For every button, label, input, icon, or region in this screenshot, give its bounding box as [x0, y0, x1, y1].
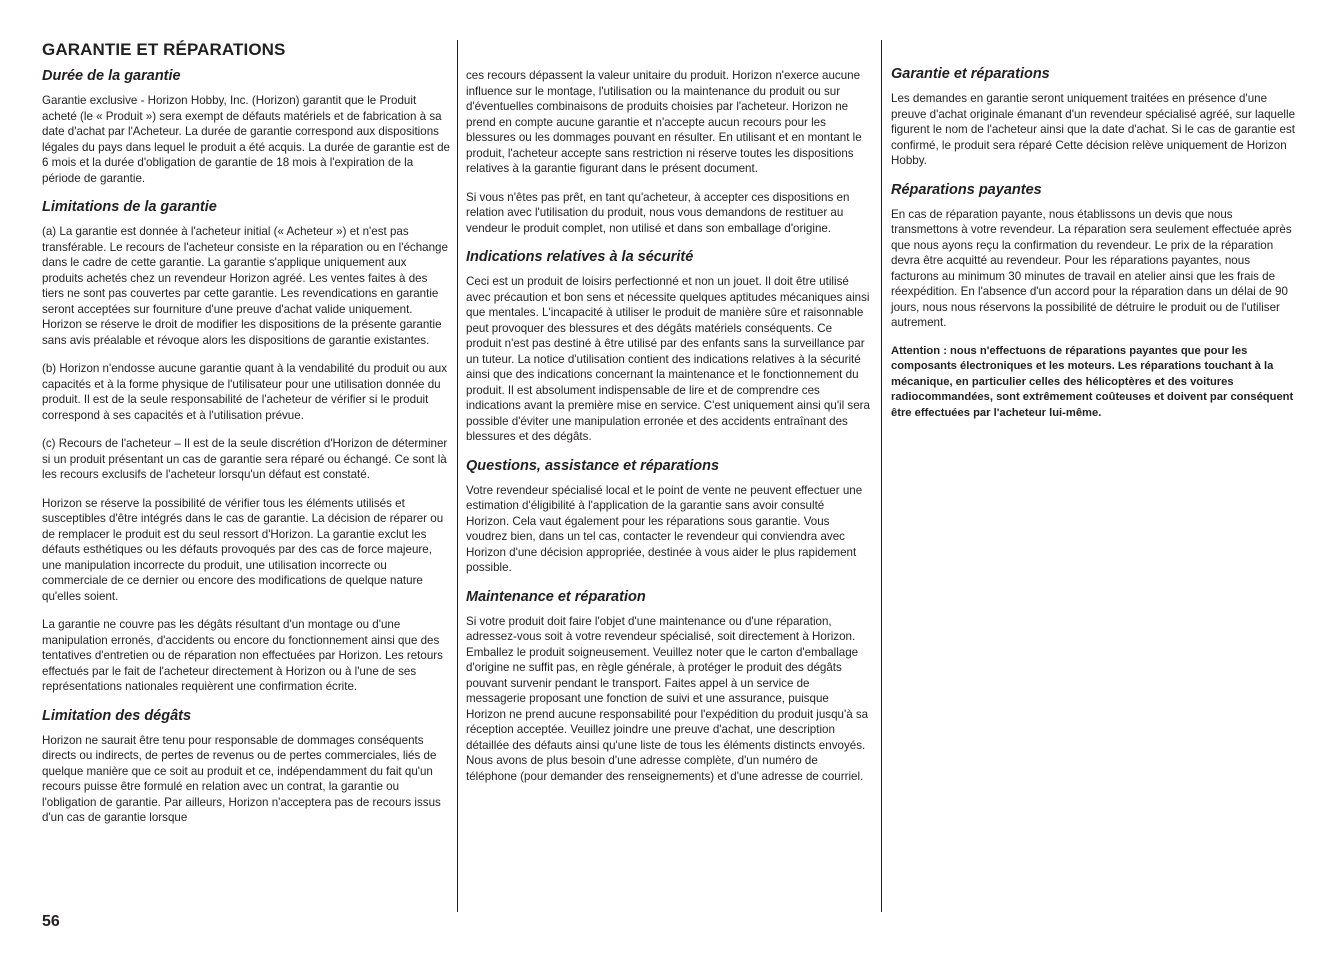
page-number: 56	[42, 913, 60, 930]
paragraph-garantie-reparations: Les demandes en garantie seront uniquement traitées en présence d'une preuve d'achat originale émanant d'un revendeur spécialisé agréé, sur laquelle figurent le nom de l'acheteur ainsi que la date d'achat. Si le cas de garantie est confirmé, le produit sera réparé Cette décision relève uniquement de Horizon Hobby.	[891, 92, 1296, 167]
column-divider-1	[457, 40, 458, 912]
paragraph-continuation-2: Si vous n'êtes pas prêt, en tant qu'acheteur, à accepter ces dispositions en relation avec l'utilisation du produit, nous vous demandons de restituer au vendeur le produit complet, non utilisé et dans son emballage d'origine.	[466, 190, 850, 235]
paragraph-maintenance: Si votre produit doit faire l'objet d'une maintenance ou d'une réparation, adressez-vous soit à votre revendeur spécialisé, soit directement à Horizon. Emballez le produit soigneusement. Veuillez noter que le carton d'emballage d'origine ne suffit pas, en règle générale, à protéger le produit des dégâts pouvant survenir pendant le transport. Faites appel à un service de messagerie proposant une fonction de suivi et une assurance, puisque Horizon ne prend aucune responsabilité pour l'expédition du produit jusqu'à sa réception acceptée. Veuillez joindre une preuve d'achat, une description détaillée des défauts ainsi qu'une liste de tous les éléments distincts envoyés. Nous avons de plus besoin d'une adresse complète, d'un numéro de téléphone (pour demander des renseignements) et d'une adresse de courriel.	[466, 614, 869, 783]
column-divider-2	[881, 40, 882, 912]
column-1	[42, 40, 450, 839]
paragraph-reparations-payantes: En cas de réparation payante, nous établissons un devis que nous transmettons à votre revendeur. La réparation sera seulement effectuée après que nous ayons reçu la confirmation du revendeur. Le prix de la réparation devra être acquitté au revendeur. Pour les réparations payantes, nous facturons au minimum 30 minutes de travail en atelier ainsi que les frais de réexpédition. En l'absence d'un accord pour la réparation dans un délai de 90 jours, nous nous réservons la possibilité de détruire le produit ou de l'utiliser autrement.	[891, 207, 1292, 329]
heading-reparations-payantes: Réparations payantes	[891, 181, 1042, 198]
heading-questions: Questions, assistance et réparations	[466, 457, 720, 474]
heading-limitations-garantie: Limitations de la garantie	[42, 199, 217, 215]
column-3	[891, 40, 1297, 434]
paragraph-duree-garantie: Garantie exclusive - Horizon Hobby, Inc. (Horizon) garantit que le Produit acheté (le « Produit ») sera exempt de défauts matériels et de fabrication à sa date d'achat par l'Acheteur. La durée de garantie correspond aux dispositions légales du pays dans lequel le produit a été acquis. La durée de garantie est de 6 mois et la durée d'obligation de garantie de 18 mois à l'expiration de la période de garantie.	[42, 94, 451, 185]
paragraph-limitations-b: (b) Horizon n'endosse aucune garantie quant à la vendabilité du produit ou aux capacités et à la forme physique de l'utilisateur pour une utilisation donnée du produit. Il est de la seule responsabilité de l'acheteur de vérifier si le produit correspond à ses capacités et à l'utilisation prévue.	[42, 362, 448, 422]
heading-securite: Indications relatives à la sécurité	[466, 249, 694, 265]
paragraph-limitations-c: (c) Recours de l'acheteur – Il est de la seule discrétion d'Horizon de déterminer si un produit présentant un cas de garantie sera réparé ou échangé. Ce sont là les recours exclusifs de l'acheteur lorsqu'un défaut est constaté.	[42, 437, 448, 481]
page-title: GARANTIE ET RÉPARATIONS	[42, 40, 286, 59]
heading-limitation-degats: Limitation des dégâts	[42, 707, 192, 724]
paragraph-limitation-degats: Horizon ne saurait être tenu pour responsable de dommages conséquents directs ou indirects, de pertes de revenus ou de pertes commerciales, liés de quelque manière que ce soit au produit et ce, indépendamment du fait qu'un recours puisse être formulé en relation avec un contrat, la garantie ou l'obligation de garantie. Par ailleurs, Horizon n'acceptera pas de recours issus d'un cas de garantie lorsque	[42, 733, 441, 824]
heading-duree-garantie: Durée de la garantie	[42, 68, 181, 84]
heading-maintenance: Maintenance et réparation	[466, 588, 646, 605]
paragraph-limitations-a: (a) La garantie est donnée à l'acheteur initial (« Acheteur ») et n'est pas transférable. Le recours de l'acheteur consiste en la réparation ou en l'échange dans le cadre de cette garantie. La garantie s'applique uniquement aux produits achetés chez un revendeur Horizon agréé. Les ventes faites à des tiers ne sont pas couvertes par cette garantie. Les revendications en garantie seront acceptées sur fourniture d'une preuve d'achat valide uniquement. Horizon se réserve le droit de modifier les dispositions de la présente garantie sans avis préalable et révoque alors les dispositions de garantie existantes.	[42, 225, 448, 347]
paragraph-questions: Votre revendeur spécialisé local et le point de vente ne peuvent effectuer une estimation d'éligibilité à l'application de la garantie sans avoir consulté Horizon. Cela vaut également pour les réparations sous garantie. Vous voudrez bien, dans un tel cas, contacter le revendeur qui conviendra avec Horizon d'une décision appropriée, destinée à vous aider le plus rapidement possible.	[466, 483, 863, 574]
heading-garantie-reparations: Garantie et réparations	[891, 66, 1050, 82]
paragraph-securite: Ceci est un produit de loisirs perfectionné et non un jouet. Il doit être utilisé avec précaution et bon sens et nécessite quelques aptitudes mécaniques ainsi que mentales. L'incapacité à utiliser le produit de manière sûre et raisonnable peut provoquer des blessures et des dégâts matériels conséquents. Ce produit n'est pas destiné à être utilisé par des enfants sans la surveillance par un tuteur. La notice d'utilisation contient des indications relatives à la sécurité ainsi que des indications concernant la maintenance et le fonctionnement du produit. Il est absolument indispensable de lire et de comprendre ces indications avant la première mise en service. C'est uniquement ainsi qu'il sera possible d'éviter une manipulation erronée et des accidents entraînant des blessures et des dégâts.	[466, 275, 870, 443]
paragraph-continuation: ces recours dépassent la valeur unitaire du produit. Horizon n'exerce aucune influence sur le montage, l'utilisation ou la maintenance du produit ou sur d'éventuelles combinaisons de produits choisies par l'acheteur. Horizon ne prend en compte aucune garantie et n'accepte aucun recours pour les blessures ou les dommages pouvant en résulter. En utilisant et en montant le produit, l'acheteur accepte sans restriction ni réserve toutes les dispositions relatives à la garantie figurant dans le présent document.	[466, 69, 862, 175]
column-2	[466, 40, 870, 797]
paragraph-limitations-e: La garantie ne couvre pas les dégâts résultant d'un montage ou d'une manipulation erronés, d'accidents ou encore du fonctionnement ainsi que des tentatives d'entretien ou de réparation non effectuées par Horizon. Les retours effectués par le fait de l'acheteur directement à Horizon ou à l'une de ses représentations nationales requièrent une confirmation écrite.	[42, 618, 443, 693]
paragraph-attention: Attention : nous n'effectuons de réparations payantes que pour les composants électroniques et les moteurs. Les réparations touchant à la mécanique, en particulier celles des hélicoptères et des voitures radiocommandées, sont extrêmement coûteuses et doivent par conséquent être effectuées par l'acheteur lui-même.	[891, 344, 1294, 419]
paragraph-limitations-d: Horizon se réserve la possibilité de vérifier tous les éléments utilisés et susceptibles d'être intégrés dans le cas de garantie. La décision de réparer ou de remplacer le produit est du seul ressort d'Horizon. La garantie exclut les défauts esthétiques ou les défauts provoqués par des cas de force majeure, une manipulation incorrecte du produit, une utilisation incorrecte ou commerciale de ce dernier ou encore des modifications de quelque nature qu'elles soient.	[42, 496, 444, 603]
